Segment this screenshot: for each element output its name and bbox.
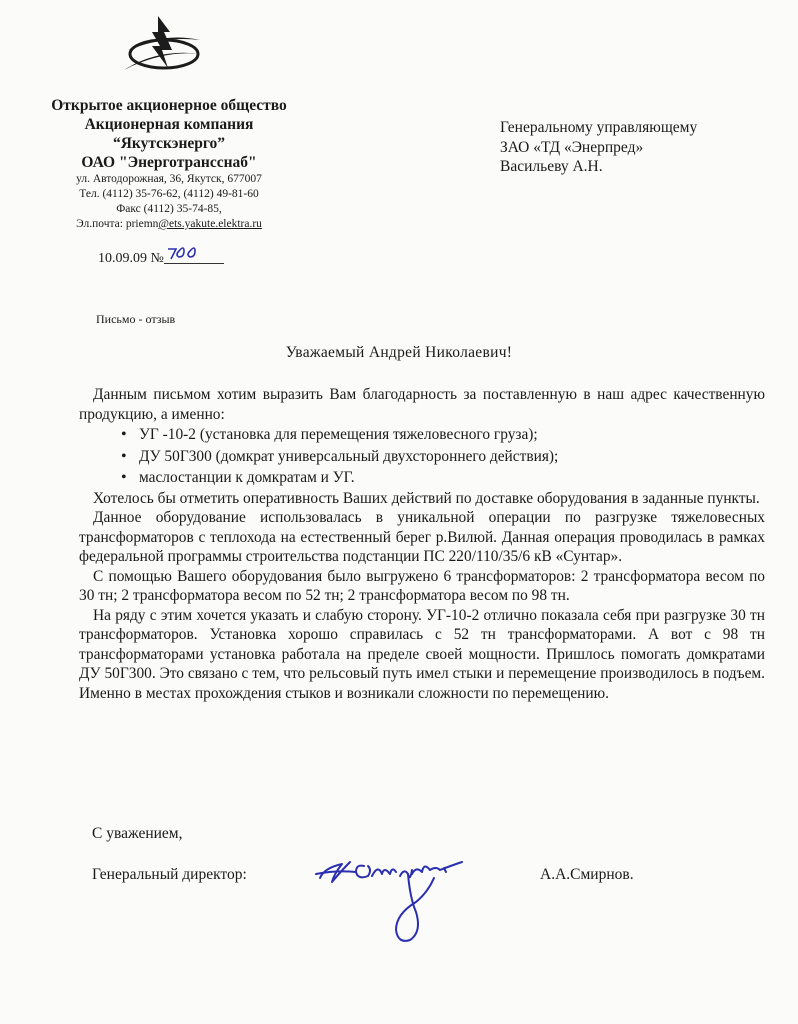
document-type: Письмо - отзыв bbox=[96, 312, 176, 326]
sender-org-line3: “Якутскэнерго” bbox=[112, 135, 226, 152]
sender-org-line1: Открытое акционерное общество bbox=[51, 97, 287, 114]
sender-org-line2: Акционерная компания bbox=[84, 116, 254, 133]
letter-body bbox=[79, 385, 765, 703]
addressee-line2: ЗАО «ТД «Энерпред» bbox=[500, 138, 644, 156]
sender-org-line4: ОАО "Энерготрансснаб" bbox=[81, 154, 257, 171]
body-paragraph-1: Данным письмом хотим выразить Вам благодарность за поставленную в наш адрес качественную продукцию, а именно: bbox=[79, 386, 765, 423]
sender-email-domain: @ets.yakute.elektra.ru bbox=[158, 218, 262, 230]
salutation: Уважаемый Андрей Николаевич! bbox=[285, 344, 513, 361]
signer-name: А.А.Смирнов. bbox=[540, 866, 634, 883]
reference-line bbox=[98, 249, 224, 267]
sender-block bbox=[10, 96, 328, 232]
addressee-block bbox=[500, 118, 697, 177]
sender-fax: Факс (4112) 35-74-85, bbox=[116, 203, 222, 215]
sender-email bbox=[10, 217, 328, 232]
list-item: • УГ -10-2 (установка для перемещения тяжеловесного груза); bbox=[139, 424, 765, 446]
sender-address: ул. Автодорожная, 36, Якутск, 677007 bbox=[76, 173, 262, 185]
letter-number bbox=[164, 249, 224, 264]
sender-phone: Тел. (4112) 35-76-62, (4112) 49-81-60 bbox=[79, 188, 259, 200]
equipment-list bbox=[79, 424, 765, 489]
addressee-line1: Генеральному управляющему bbox=[500, 119, 698, 136]
list-item: • ДУ 50Г300 (домкрат универсальный двухстороннего действия); bbox=[139, 446, 765, 468]
body-paragraph-5: На ряду с этим хочется указать и слабую сторону. УГ-10-2 отлично показала себя при разгрузке 30 тн трансформаторов. Установка хорошо справилась с 52 тн трансформаторами. А вот с 98 тн трансформаторами установка работала на пределе своей мощности. Пришлось помогать домкратами ДУ 50Г300. Это связано с тем, что рельсовый путь имел стыки и перемещение производилось в подъем. Именно в местах прохождения стыков и возникали сложности по перемещению. bbox=[79, 606, 765, 702]
body-paragraph-3: Данное оборудование использовалась в уникальной операции по разгрузке тяжеловесных трансформаторов с теплохода на естественный берег р.Вилюй. Данная операция проводилась в рамках федеральной программы строительства подстанции ПС 220/110/35/6 кВ «Сунтар». bbox=[79, 509, 765, 565]
list-item: • маслостанции к домкратам и УГ. bbox=[139, 467, 765, 489]
sender-email-label: Эл.почта: priemn bbox=[76, 218, 159, 230]
body-paragraph-4: С помощью Вашего оборудования было выгружено 6 трансформаторов: 2 трансформатора весом по 30 тн; 2 трансформатора весом по 52 тн; 2 трансформатора весом по 98 тн. bbox=[79, 567, 765, 604]
addressee-line3: Васильеву А.Н. bbox=[500, 158, 603, 175]
letter-date: 10.09.09 bbox=[98, 251, 147, 266]
signer-position: Генеральный директор: bbox=[92, 866, 247, 883]
number-label: № bbox=[150, 251, 164, 266]
closing-regards: С уважением, bbox=[92, 825, 183, 842]
handwritten-signature-icon bbox=[312, 848, 488, 944]
handwritten-number-icon bbox=[166, 243, 210, 263]
company-emblem-icon bbox=[118, 10, 206, 86]
body-paragraph-2: Хотелось бы отметить оперативность Ваших действий по доставке оборудования в заданные пункты. bbox=[93, 489, 760, 507]
